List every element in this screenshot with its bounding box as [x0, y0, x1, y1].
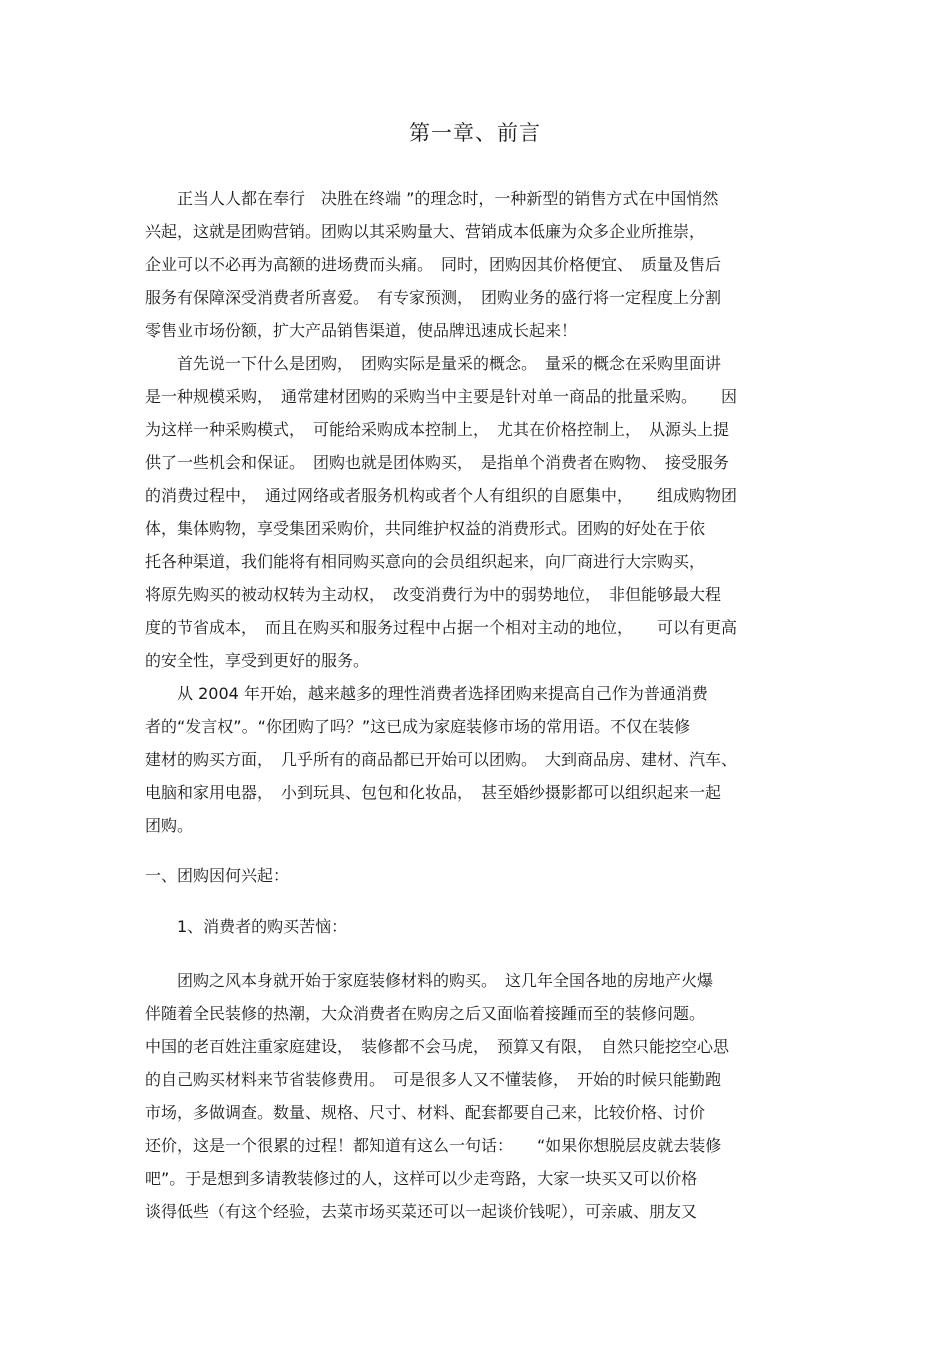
body-line: 供了一些机会和保证。 团购也就是团体购买， 是指单个消费者在购物、 接受服务 — [145, 453, 730, 472]
body-line: 首先说一下什么是团购， 团购实际是量采的概念。 量采的概念在采购里面讲 — [145, 354, 722, 373]
chapter-title: 第一章、前言 — [409, 121, 541, 145]
body-line: 是一种规模采购， 通常建材团购的采购当中主要是针对单一商品的批量采购。 因 — [145, 387, 738, 406]
body-line: 正当人人都在奉行 决胜在终端 ”的理念时，一种新型的销售方式在中国悄然 — [145, 189, 719, 208]
body-line: 零售业市场份额，扩大产品销售渠道，使品牌迅速成长起来！ — [145, 321, 578, 340]
body-line: 电脑和家用电器， 小到玩具、包包和化妆品， 甚至婚纱摄影都可以组织起来一起 — [145, 783, 722, 802]
body-line: 兴起，这就是团购营销。团购以其采购量大、营销成本低廉为众多企业所推崇， — [145, 222, 706, 241]
body-line: 团购之风本身就开始于家庭装修材料的购买。 这几年全国各地的房地产火爆 — [145, 971, 714, 990]
body-line: 还价，这是一个很累的过程！都知道有这么一句话： “如果你想脱层皮就去装修 — [145, 1136, 722, 1155]
body-line: 团购。 — [145, 816, 194, 835]
body-line: 托各种渠道，我们能将有相同购买意向的会员组织起来，向厂商进行大宗购买， — [145, 552, 706, 571]
body-line: 度的节省成本， 而且在购买和服务过程中占据一个相对主动的地位， 可以有更高 — [145, 618, 738, 637]
body-line: 市场，多做调查。数量、规格、尺寸、材料、配套都要自己来，比较价格、讨价 — [145, 1103, 706, 1122]
body-line: 服务有保障深受消费者所喜爱。 有专家预测， 团购业务的盛行将一定程度上分割 — [145, 288, 722, 307]
body-line: 建材的购买方面， 几乎所有的商品都已开始可以团购。 大到商品房、建材、汽车、 — [145, 750, 738, 769]
body-line: 企业可以不必再为高额的进场费而头痛。 同时，团购因其价格便宜、 质量及售后 — [145, 255, 722, 274]
body-line: 伴随着全民装修的热潮，大众消费者在购房之后又面临着接踵而至的装修问题。 — [145, 1004, 706, 1023]
subsection-heading: 1、消费者的购买苦恼： — [145, 917, 348, 936]
body-line: 将原先购买的被动权转为主动权， 改变消费行为中的弱势地位， 非但能够最大程 — [145, 585, 722, 604]
body-line: 体，集体购物，享受集团采购价，共同维护权益的消费形式。团购的好处在于依 — [145, 519, 706, 538]
body-line: 的安全性，享受到更好的服务。 — [145, 651, 370, 670]
body-line: 的自己购买材料来节省装修费用。 可是很多人又不懂装修， 开始的时候只能勤跑 — [145, 1070, 722, 1089]
body-line: 者的“发言权”。“你团购了吗？”这已成为家庭装修市场的常用语。不仅在装修 — [145, 717, 691, 736]
body-line: 谈得低些（有这个经验，去菜市场买菜还可以一起谈价钱呢），可亲戚、朋友又 — [145, 1202, 698, 1221]
body-line: 的消费过程中， 通过网络或者服务机构或者个人有组织的自愿集中， 组成购物团 — [145, 486, 738, 505]
body-line: 从 2004 年开始，越来越多的理性消费者选择团购来提高自己作为普通消费 — [145, 684, 708, 703]
section-heading: 一、团购因何兴起： — [145, 866, 290, 885]
body-line: 中国的老百姓注重家庭建设， 装修都不会马虎， 预算又有限， 自然只能挖空心思 — [145, 1037, 730, 1056]
body-line: 吧”。于是想到多请教装修过的人，这样可以少走弯路，大家一块买又可以价格 — [145, 1169, 698, 1188]
body-line: 为这样一种采购模式， 可能给采购成本控制上， 尤其在价格控制上， 从源头上提 — [145, 420, 730, 439]
